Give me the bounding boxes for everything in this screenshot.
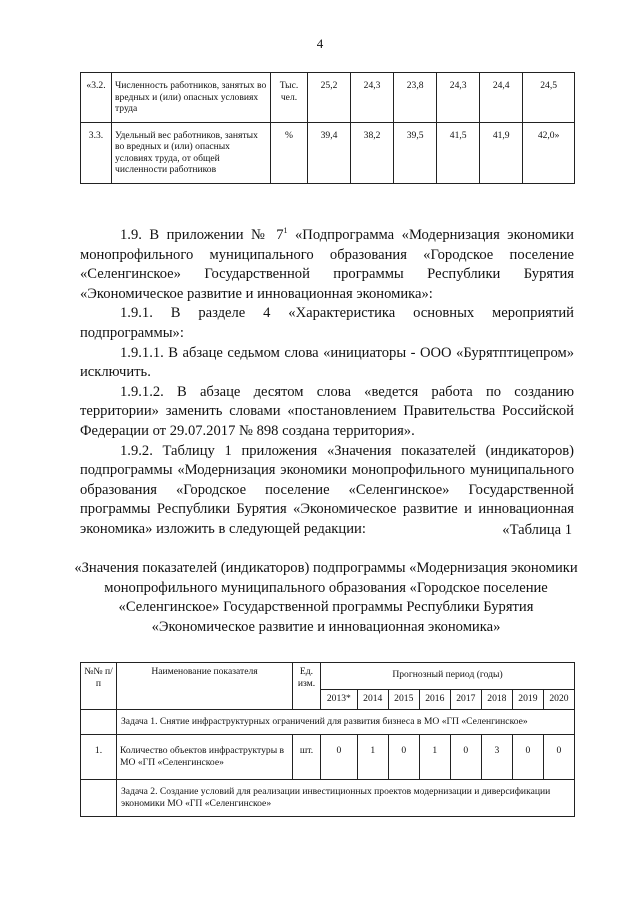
value-cell: 0 [543, 735, 574, 780]
header-year: 2017 [450, 689, 481, 709]
paragraph: 1.9.1. В разделе 4 «Характеристика основных мероприятий подпрограммы»: [80, 305, 574, 341]
table-heading: «Значения показателей (индикаторов) подпрограммы «Модернизация экономики монопрофильного муниципального образования «Городское поселение «Селенгинское» Государственной программы Республики Бурятия «Экономическое развитие и инновационная экономика» [74, 560, 578, 635]
row-number: 3.3. [81, 122, 112, 183]
header-year: 2013* [321, 689, 358, 709]
page-number: 4 [316, 36, 324, 51]
unit-cell: Тыс. чел. [271, 73, 308, 123]
value-cell: 24,5 [523, 73, 575, 123]
header-num: №№ п/п [81, 663, 117, 710]
table-row [81, 735, 575, 780]
value-cell: 25,2 [308, 73, 351, 123]
indicator-table-top [80, 72, 575, 184]
value-cell: 24,3 [351, 73, 394, 123]
value-cell: 0 [321, 735, 358, 780]
value-cell: 0 [388, 735, 419, 780]
row-number: 1. [81, 735, 117, 780]
paragraph: 1.9. В приложении № $7^1$ «Подпрограмма «Модернизация экономики монопрофильного муниципального образования «Городское поселение «Селенгинское» Государственной программы Республики Бурятия «Экономическое развитие и инновационная экономика»: [80, 226, 574, 302]
value-cell: 39,5 [394, 122, 437, 183]
task-cell: Задача 2. Создание условий для реализации инвестиционных проектов модернизации и диверсификации экономики МО «ГП «Селенгинское» [117, 780, 575, 817]
table-header-row [81, 663, 575, 690]
table-row [81, 122, 575, 183]
header-year: 2014 [357, 689, 388, 709]
indicator-name: Удельный вес работников, занятых во вредных и (или) опасных условиях труда, от общей численности работников [112, 122, 271, 183]
paragraph: 1.9.1.1. В абзаце седьмом слова «инициаторы - ООО «Бурятптицепром» исключить. [80, 344, 574, 381]
header-unit: Ед. изм. [293, 663, 321, 710]
header-year: 2019 [512, 689, 543, 709]
value-cell: 42,0» [523, 122, 575, 183]
header-period: Прогнозный период (годы) [321, 663, 575, 690]
header-year: 2018 [481, 689, 512, 709]
footnote-mark: 1 [283, 226, 288, 236]
paragraph: 1.9.1.2. В абзаце десятом слова «ведется работа по созданию территории» заменить словами «постановлением Правительства Российской Федерации от 29.07.2017 № 898 создана территория». [80, 383, 574, 439]
unit-cell: % [271, 122, 308, 183]
value-cell: 1 [357, 735, 388, 780]
value-cell: 41,9 [480, 122, 523, 183]
body-text [80, 226, 574, 540]
unit-cell: шт. [293, 735, 321, 780]
table-row [81, 73, 575, 123]
value-cell: 41,5 [437, 122, 480, 183]
value-cell: 23,8 [394, 73, 437, 123]
header-year: 2020 [543, 689, 574, 709]
value-cell: 1 [419, 735, 450, 780]
value-cell: 0 [450, 735, 481, 780]
task-cell: Задача 1. Снятие инфраструктурных ограничений для развития бизнеса в МО «ГП «Селенгинское» [117, 710, 575, 735]
row-number: «3.2. [81, 73, 112, 123]
value-cell: 38,2 [351, 122, 394, 183]
indicator-table-bottom [80, 662, 575, 817]
table-row [81, 710, 575, 735]
value-cell: 3 [481, 735, 512, 780]
header-name: Наименование показателя [117, 663, 293, 710]
value-cell: 24,4 [480, 73, 523, 123]
header-year: 2015 [388, 689, 419, 709]
value-cell: 0 [512, 735, 543, 780]
value-cell: 39,4 [308, 122, 351, 183]
value-cell: 24,3 [437, 73, 480, 123]
table-row [81, 780, 575, 817]
table-label: «Таблица 1 [502, 522, 572, 538]
indicator-name: Количество объектов инфраструктуры в МО «ГП «Селенгинское» [117, 735, 293, 780]
header-year: 2016 [419, 689, 450, 709]
indicator-name: Численность работников, занятых во вредных и (или) опасных условиях труда [112, 73, 271, 123]
paragraph: 1.9.2. Таблицу 1 приложения «Значения показателей (индикаторов) подпрограммы «Модернизация экономики монопрофильного муниципального образования «Городское поселение «Селенгинское» Государственной программы Республики Бурятия «Экономическое развитие и инновационная экономика» изложить в следующей редакции: [80, 442, 574, 537]
